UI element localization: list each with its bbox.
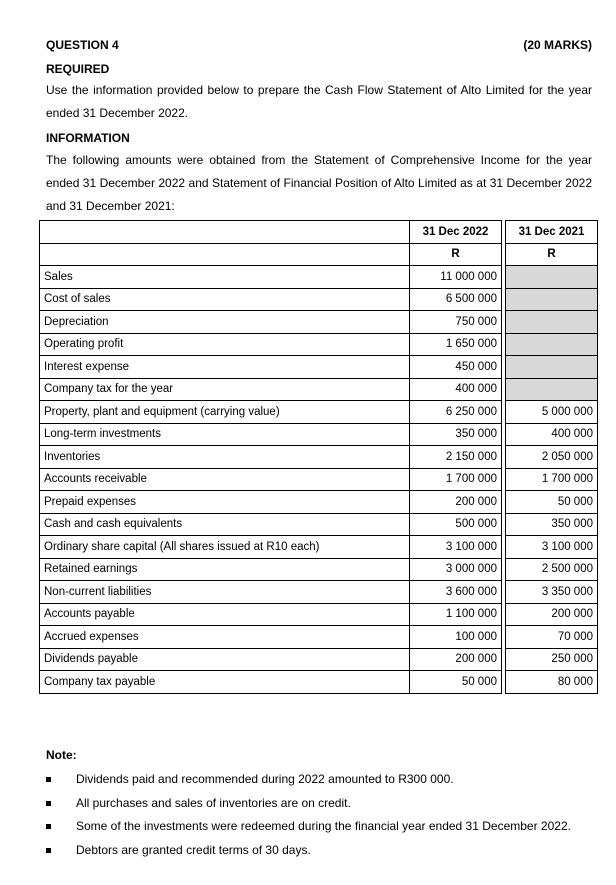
row-label: Prepaid expenses: [40, 491, 410, 514]
value-2022: 3 000 000: [410, 558, 502, 581]
value-2021: 5 000 000: [506, 401, 598, 424]
bullet-icon: [46, 824, 51, 829]
note-item: [46, 768, 592, 792]
row-label: Depreciation: [40, 311, 410, 334]
header-2022: 31 Dec 2022: [410, 221, 502, 244]
note-item: [46, 839, 592, 863]
row-label: Dividends payable: [40, 648, 410, 671]
table-row: [40, 468, 598, 491]
value-2022: 6 250 000: [410, 401, 502, 424]
value-2021: 2 500 000: [506, 558, 598, 581]
currency-2021: R: [506, 243, 598, 266]
table-row: [40, 648, 598, 671]
value-2021: 250 000: [506, 648, 598, 671]
header-label-cell: [40, 221, 410, 244]
table-row: [40, 401, 598, 424]
row-label: Cash and cash equivalents: [40, 513, 410, 536]
row-label: Sales: [40, 266, 410, 289]
value-2022: 450 000: [410, 356, 502, 379]
value-2021: 80 000: [506, 671, 598, 694]
row-label: Cost of sales: [40, 288, 410, 311]
note-text: All purchases and sales of inventories are on credit.: [76, 795, 351, 810]
value-2021: 200 000: [506, 603, 598, 626]
value-2022: 400 000: [410, 378, 502, 401]
row-label: Non-current liabilities: [40, 581, 410, 604]
table-row: [40, 266, 598, 289]
information-heading: INFORMATION: [46, 131, 130, 145]
value-2021: [506, 378, 598, 401]
bullet-icon: [46, 777, 51, 782]
table-row: [40, 423, 598, 446]
table-row: [40, 356, 598, 379]
information-text: The following amounts were obtained from the Statement of Comprehensive Income for the year ended 31 December 2022 and Statement of Financial Position of Alto Limited as at 31 December 2022 and 31 December 2021:: [46, 153, 592, 213]
value-2021: 3 100 000: [506, 536, 598, 559]
value-2022: 50 000: [410, 671, 502, 694]
currency-label-cell: [40, 243, 410, 266]
question-number: QUESTION 4: [46, 38, 119, 52]
question-marks: (20 MARKS): [523, 38, 592, 52]
value-2022: 3 600 000: [410, 581, 502, 604]
table-row: [40, 626, 598, 649]
value-2022: 750 000: [410, 311, 502, 334]
row-label: Property, plant and equipment (carrying value): [40, 401, 410, 424]
value-2022: 500 000: [410, 513, 502, 536]
value-2021: 400 000: [506, 423, 598, 446]
note-item: [46, 815, 592, 839]
value-2021: 1 700 000: [506, 468, 598, 491]
value-2022: 6 500 000: [410, 288, 502, 311]
value-2022: 200 000: [410, 648, 502, 671]
value-2022: 1 700 000: [410, 468, 502, 491]
note-text: Some of the investments were redeemed during the financial year ended 31 December 2022.: [76, 819, 571, 833]
note-text: Dividends paid and recommended during 2022 amounted to R300 000.: [76, 772, 454, 786]
table-row: [40, 603, 598, 626]
value-2021: [506, 288, 598, 311]
value-2022: 100 000: [410, 626, 502, 649]
value-2022: 3 100 000: [410, 536, 502, 559]
row-label: Inventories: [40, 446, 410, 469]
value-2021: 350 000: [506, 513, 598, 536]
note-text: Debtors are granted credit terms of 30 days.: [76, 842, 311, 857]
table-row: [40, 311, 598, 334]
table-row: [40, 378, 598, 401]
required-text: Use the information provided below to prepare the Cash Flow Statement of Alto Limited for the year ended 31 December 2022.: [46, 83, 592, 120]
note-title: Note:: [46, 748, 77, 762]
row-label: Operating profit: [40, 333, 410, 356]
table-row: [40, 288, 598, 311]
value-2021: 3 350 000: [506, 581, 598, 604]
note-item: [46, 792, 592, 816]
value-2021: [506, 266, 598, 289]
value-2021: 2 050 000: [506, 446, 598, 469]
table-row: [40, 558, 598, 581]
value-2021: [506, 356, 598, 379]
table-row: [40, 333, 598, 356]
table-row: [40, 671, 598, 694]
row-label: Retained earnings: [40, 558, 410, 581]
table-currency-row: [40, 243, 598, 266]
row-label: Long-term investments: [40, 423, 410, 446]
value-2022: 350 000: [410, 423, 502, 446]
required-heading: REQUIRED: [46, 62, 110, 76]
value-2021: 50 000: [506, 491, 598, 514]
bullet-icon: [46, 801, 51, 806]
table-header-row: [40, 221, 598, 244]
row-label: Accounts payable: [40, 603, 410, 626]
bullet-icon: [46, 848, 51, 853]
value-2022: 200 000: [410, 491, 502, 514]
table-row: [40, 491, 598, 514]
value-2022: 11 000 000: [410, 266, 502, 289]
row-label: Accounts receivable: [40, 468, 410, 491]
table-row: [40, 513, 598, 536]
value-2021: [506, 333, 598, 356]
header-2021: 31 Dec 2021: [506, 221, 598, 244]
value-2021: [506, 311, 598, 334]
table-row: [40, 446, 598, 469]
row-label: Company tax for the year: [40, 378, 410, 401]
currency-2022: R: [410, 243, 502, 266]
question-header: [46, 38, 592, 54]
value-2021: 70 000: [506, 626, 598, 649]
table-row: [40, 581, 598, 604]
financial-table: [39, 220, 598, 694]
value-2022: 1 100 000: [410, 603, 502, 626]
row-label: Company tax payable: [40, 671, 410, 694]
row-label: Interest expense: [40, 356, 410, 379]
value-2022: 1 650 000: [410, 333, 502, 356]
row-label: Ordinary share capital (All shares issued at R10 each): [40, 536, 410, 559]
note-list: [46, 768, 592, 862]
table-row: [40, 536, 598, 559]
row-label: Accrued expenses: [40, 626, 410, 649]
value-2022: 2 150 000: [410, 446, 502, 469]
